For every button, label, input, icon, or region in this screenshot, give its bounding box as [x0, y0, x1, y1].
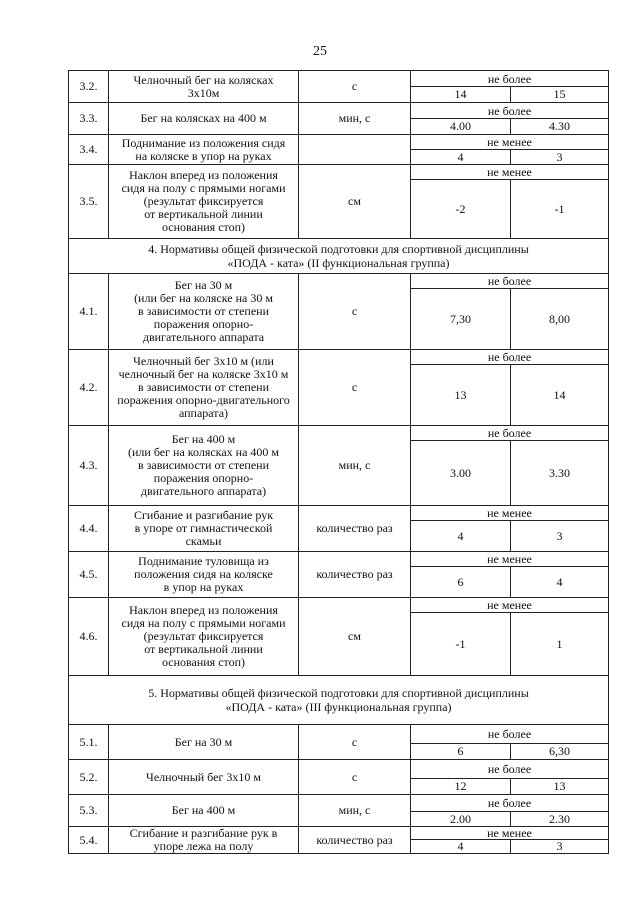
value-cell-1: 2.00 — [411, 812, 511, 827]
row-number: 4.3. — [69, 426, 109, 506]
row-number: 3.2. — [69, 71, 109, 103]
text-line: основания стоп) — [161, 655, 246, 669]
text-line: «ПОДА - ката» (III функциональная группа) — [225, 700, 452, 714]
value-cell-2: 3 — [511, 150, 609, 165]
table-row — [69, 274, 609, 289]
unit-cell — [299, 135, 411, 165]
value-cell-1: 14 — [411, 87, 511, 103]
unit-cell: количество раз — [299, 506, 411, 552]
text-line: 3x10м — [187, 85, 220, 100]
exercise-name — [109, 795, 299, 827]
text-line: двигательного аппарата — [142, 330, 265, 344]
value-cell-2: 3 — [511, 840, 609, 854]
text-line: челночный бег на коляске 3x10 м — [118, 367, 289, 381]
value-cell-1: -2 — [411, 180, 511, 239]
text-line: Сгибание и разгибание рук — [133, 508, 274, 522]
row-number: 4.6. — [69, 598, 109, 676]
exercise-name — [109, 135, 299, 165]
text-line: (или бег на коляске на 30 м — [134, 291, 273, 305]
unit-cell: количество раз — [299, 552, 411, 598]
unit-cell: с — [299, 274, 411, 350]
value-cell-1: 7,30 — [411, 289, 511, 350]
text-line: упоре лежа на полу — [153, 839, 254, 853]
condition-cell: не менее — [411, 827, 609, 840]
text-line: поражения опорно- — [153, 471, 254, 485]
text-line: Наклон вперед из положения — [129, 168, 278, 182]
exercise-name — [109, 760, 299, 795]
value-cell-2: 2.30 — [511, 812, 609, 827]
condition-cell: не более — [411, 725, 609, 744]
exercise-name — [109, 350, 299, 426]
exercise-name — [109, 827, 299, 854]
text-line: сидя на полу с прямыми ногами — [121, 616, 286, 630]
table-row — [69, 350, 609, 365]
text-line: 5. Нормативы общей физической подготовки для спортивной дисциплины — [148, 686, 529, 700]
table-row — [69, 827, 609, 840]
table-row — [69, 552, 609, 567]
row-number: 4.1. — [69, 274, 109, 350]
value-cell-2: 8,00 — [511, 289, 609, 350]
value-cell-2: 3.30 — [511, 441, 609, 506]
text-line: в упор на руках — [163, 580, 244, 594]
text-line: Бег на 400 м — [171, 432, 236, 446]
row-number: 5.1. — [69, 725, 109, 760]
row-number: 4.2. — [69, 350, 109, 426]
exercise-name — [109, 274, 299, 350]
text-line: (или бег на колясках на 400 м — [128, 445, 279, 459]
text-line: Поднимание туловища из — [138, 554, 269, 568]
unit-cell: мин, с — [299, 795, 411, 827]
section-5-header — [69, 676, 609, 725]
exercise-name — [109, 506, 299, 552]
value-cell-1: 4 — [411, 840, 511, 854]
text-line: в зависимости от степени — [137, 304, 270, 318]
text-line: «ПОДА - ката» (II функциональная группа) — [227, 256, 450, 270]
condition-cell: не более — [411, 760, 609, 779]
text-line: (результат фиксируется — [143, 194, 264, 208]
table-row — [69, 426, 609, 441]
text-line: поражения опорно- — [153, 317, 254, 331]
condition-cell: не менее — [411, 506, 609, 521]
row-number: 5.3. — [69, 795, 109, 827]
condition-cell: не более — [411, 103, 609, 119]
unit-cell: с — [299, 760, 411, 795]
value-cell-1: 4 — [411, 521, 511, 552]
value-cell-2: 13 — [511, 779, 609, 795]
exercise-name — [109, 552, 299, 598]
table-row — [69, 135, 609, 150]
text-line: скамьи — [185, 534, 222, 548]
row-number: 4.5. — [69, 552, 109, 598]
text-line: положения сидя на коляске — [134, 567, 273, 581]
row-number: 3.4. — [69, 135, 109, 165]
text-line: Бег на 30 м — [174, 734, 233, 749]
row-number: 3.5. — [69, 165, 109, 239]
condition-cell: не менее — [411, 598, 609, 613]
condition-cell: не более — [411, 426, 609, 441]
text-line: Челночный бег 3x10 м (или — [133, 354, 274, 368]
value-cell-2: -1 — [511, 180, 609, 239]
unit-cell: с — [299, 71, 411, 103]
text-line: Челночный бег 3x10 м — [146, 769, 261, 784]
exercise-name — [109, 426, 299, 506]
exercise-name — [109, 103, 299, 135]
value-cell-1: 13 — [411, 365, 511, 426]
condition-cell: не менее — [411, 552, 609, 567]
value-cell-1: 4.00 — [411, 119, 511, 135]
value-cell-2: 1 — [511, 613, 609, 676]
value-cell-1: 6 — [411, 567, 511, 598]
unit-cell: см — [299, 165, 411, 239]
exercise-name — [109, 165, 299, 239]
unit-cell: мин, с — [299, 426, 411, 506]
table-row — [69, 598, 609, 613]
text-line: сидя на полу с прямыми ногами — [121, 181, 286, 195]
text-line: Бег на 400 м — [171, 803, 236, 817]
row-number: 4.4. — [69, 506, 109, 552]
section-4-header — [69, 239, 609, 274]
table-row — [69, 103, 609, 119]
text-line: 4. Нормативы общей физической подготовки для спортивной дисциплины — [148, 242, 529, 256]
table-row — [69, 165, 609, 180]
condition-cell: не более — [411, 350, 609, 365]
section-row — [69, 676, 609, 725]
text-line: поражения опорно-двигательного — [117, 393, 290, 407]
text-line: Поднимание из положения сидя — [121, 135, 286, 150]
text-line: от вертикальной линии — [144, 642, 263, 656]
text-line: Наклон вперед из положения — [129, 603, 278, 617]
table-row — [69, 795, 609, 812]
page-number: 25 — [313, 44, 327, 59]
text-line: в упоре от гимнастической — [134, 521, 273, 535]
text-line: (результат фиксируется — [143, 629, 264, 643]
table-row — [69, 760, 609, 779]
text-line: на коляске в упор на руках — [135, 148, 272, 163]
exercise-name — [109, 598, 299, 676]
condition-cell: не более — [411, 71, 609, 87]
value-cell-2: 4.30 — [511, 119, 609, 135]
row-number: 3.3. — [69, 103, 109, 135]
value-cell-2: 3 — [511, 521, 609, 552]
value-cell-1: 4 — [411, 150, 511, 165]
table-row — [69, 725, 609, 744]
condition-cell: не более — [411, 274, 609, 289]
unit-cell: с — [299, 725, 411, 760]
text-line: Челночный бег на колясках — [133, 72, 274, 87]
unit-cell: количество раз — [299, 827, 411, 854]
row-number: 5.4. — [69, 827, 109, 854]
value-cell-1: 12 — [411, 779, 511, 795]
value-cell-2: 4 — [511, 567, 609, 598]
table-row — [69, 71, 609, 87]
row-number: 5.2. — [69, 760, 109, 795]
exercise-name — [109, 725, 299, 760]
exercise-name — [109, 71, 299, 103]
value-cell-2: 14 — [511, 365, 609, 426]
text-line: в зависимости от степени — [137, 458, 270, 472]
text-line: от вертикальной линии — [144, 207, 263, 221]
condition-cell: не менее — [411, 135, 609, 150]
text-line: основания стоп) — [161, 220, 246, 234]
text-line: аппарата) — [178, 406, 229, 420]
unit-cell: см — [299, 598, 411, 676]
unit-cell: мин, с — [299, 103, 411, 135]
value-cell-2: 6,30 — [511, 744, 609, 760]
text-line: Бег на 30 м — [174, 278, 233, 292]
value-cell-1: 3.00 — [411, 441, 511, 506]
norms-table — [68, 70, 609, 854]
value-cell-2: 15 — [511, 87, 609, 103]
text-line: в зависимости от степени — [137, 380, 270, 394]
value-cell-1: 6 — [411, 744, 511, 760]
unit-cell: с — [299, 350, 411, 426]
condition-cell: не менее — [411, 165, 609, 180]
condition-cell: не более — [411, 795, 609, 812]
table-row — [69, 506, 609, 521]
value-cell-1: -1 — [411, 613, 511, 676]
text-line: Сгибание и разгибание рук в — [129, 826, 278, 840]
section-row — [69, 239, 609, 274]
text-line: Бег на колясках на 400 м — [140, 111, 267, 125]
text-line: двигательного аппарата) — [140, 484, 267, 498]
